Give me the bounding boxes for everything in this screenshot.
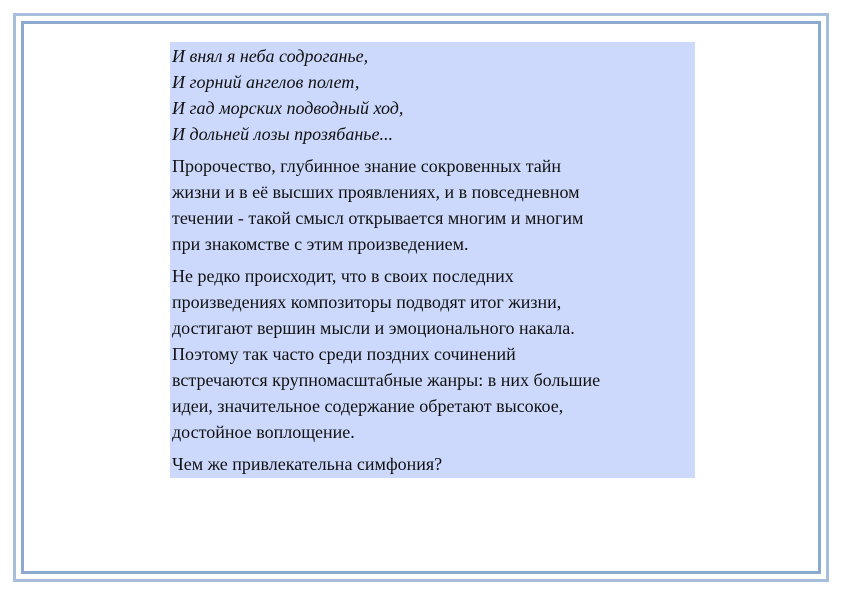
paragraph1-line-4: при знакомстве с этим произведением. bbox=[172, 234, 469, 254]
verse-line-1: И внял я неба содроганье, bbox=[172, 46, 369, 66]
paragraph2-line-1: Не редко происходит, что в своих последних bbox=[172, 266, 514, 286]
paragraph-late-works bbox=[172, 263, 693, 445]
paragraph2-line-4: Поэтому так часто среди поздних сочинений bbox=[172, 344, 516, 364]
paragraph-prophecy bbox=[172, 153, 693, 257]
verse-line-3: И гад морских подводный ход, bbox=[172, 98, 404, 118]
paragraph2-line-7: достойное воплощение. bbox=[172, 422, 355, 442]
paragraph2-line-3: достигают вершин мысли и эмоционального накала. bbox=[172, 318, 575, 338]
verse-line-2: И горний ангелов полет, bbox=[172, 72, 360, 92]
question-line: Чем же привлекательна симфония? bbox=[172, 454, 443, 474]
paragraph1-line-3: течении - такой смысл открывается многим и многим bbox=[172, 208, 584, 228]
poem-verse bbox=[172, 43, 693, 147]
paragraph1-line-1: Пророчество, глубинное знание сокровенных тайн bbox=[172, 156, 562, 176]
text-box bbox=[170, 42, 695, 478]
paragraph2-line-5: встречаются крупномасштабные жанры: в них большие bbox=[172, 370, 601, 390]
paragraph2-line-6: идеи, значительное содержание обретают высокое, bbox=[172, 396, 564, 416]
paragraph1-line-2: жизни и в её высших проявлениях, и в повседневном bbox=[172, 182, 580, 202]
paragraph2-line-2: произведениях композиторы подводят итог жизни, bbox=[172, 292, 562, 312]
verse-line-4: И дольней лозы прозябанье... bbox=[172, 124, 393, 144]
